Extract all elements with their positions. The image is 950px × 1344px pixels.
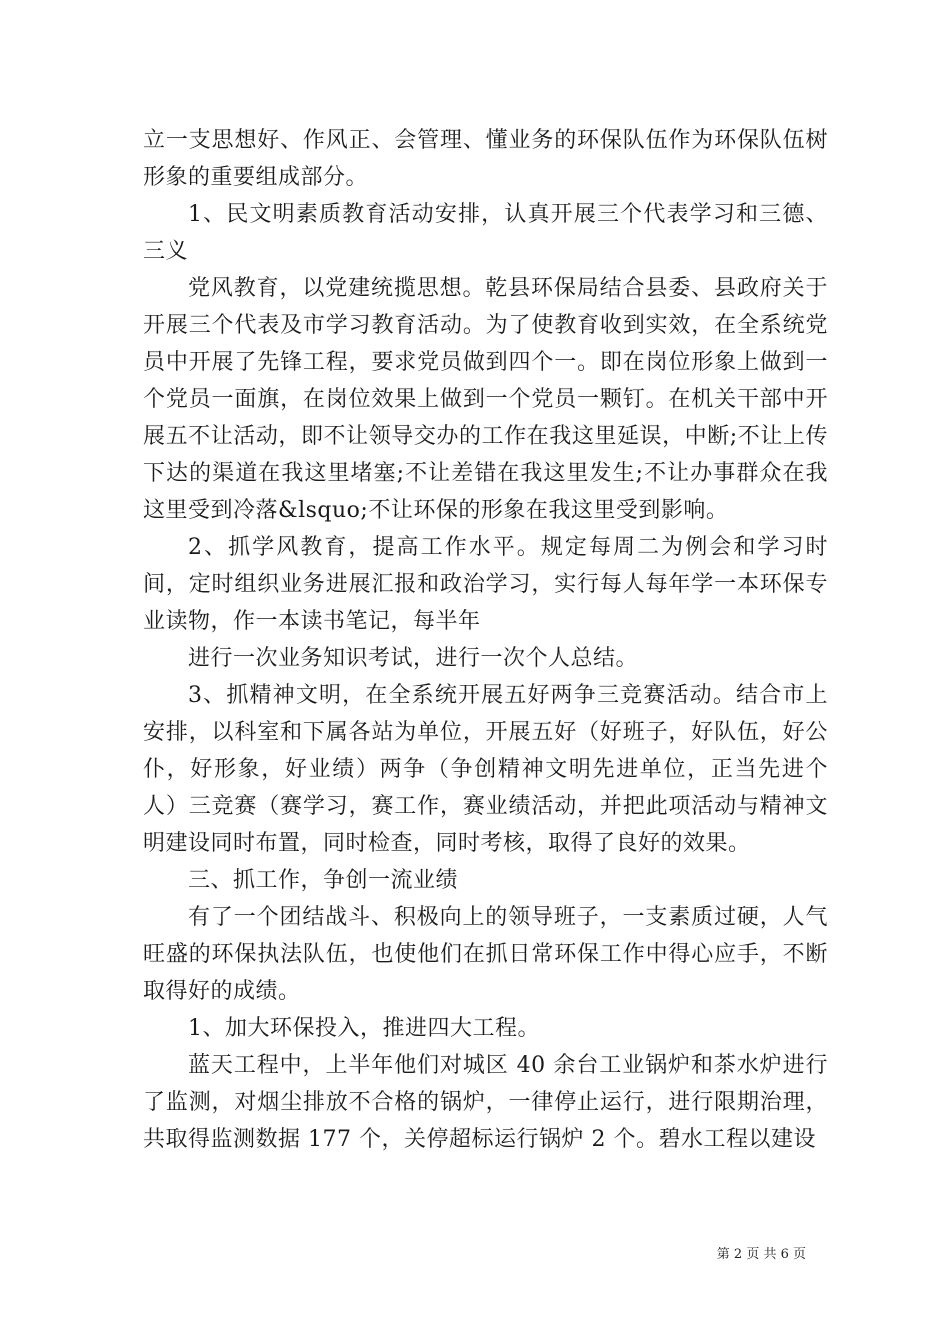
- paragraph: 立一支思想好、作风正、会管理、懂业务的环保队伍作为环保队伍树形象的重要组成部分。: [143, 128, 828, 190]
- paragraph: 进行一次业务知识考试，进行一次个人总结。: [188, 646, 639, 671]
- paragraph: 蓝天工程中，上半年他们对城区 40 余台工业锅炉和茶水炉进行了监测，对烟尘排放不合格的锅炉，一律停止运行，进行限期治理，共取得监测数据 177 个，关停超标运行锅炉 2 个。碧水工程以建设: [143, 1053, 828, 1152]
- paragraph: 1、加大环保投入，推进四大工程。: [188, 1016, 540, 1041]
- paragraph: 1、民文明素质教育活动安排，认真开展三个代表学习和三德、三义: [143, 202, 828, 264]
- paragraph: 3、抓精神文明，在全系统开展五好两争三竞赛活动。结合市上安排，以科室和下属各站为单位，开展五好（好班子，好队伍，好公仆，好形象，好业绩）两争（争创精神文明先进单位，正当先进个人）三竞赛（赛学习，赛工作，赛业绩活动，并把此项活动与精神文明建设同时布置，同时检查，同时考核，取得了良好的效果。: [143, 683, 828, 856]
- document-body: [143, 122, 828, 1158]
- paragraph: 党风教育，以党建统揽思想。乾县环保局结合县委、县政府关于开展三个代表及市学习教育活动。为了使教育收到实效，在全系统党员中开展了先锋工程，要求党员做到四个一。即在岗位形象上做到一个党员一面旗，在岗位效果上做到一个党员一颗钉。在机关干部中开展五不让活动，即不让领导交办的工作在我这里延误，中断;不让上传下达的渠道在我这里堵塞;不让差错在我这里发生;不让办事群众在我这里受到冷落&lsquo;不让环保的形象在我这里受到影响。: [143, 276, 828, 523]
- section-heading: 三、抓工作，争创一流业绩: [188, 868, 459, 893]
- paragraph: 2、抓学风教育，提高工作水平。规定每周二为例会和学习时间，定时组织业务进展汇报和政治学习，实行每人每年学一本环保专业读物，作一本读书笔记，每半年: [143, 535, 828, 634]
- page-number: 第 2 页 共 6 页: [716, 1247, 806, 1262]
- paragraph: 有了一个团结战斗、积极向上的领导班子，一支素质过硬，人气旺盛的环保执法队伍，也使他们在抓日常环保工作中得心应手，不断取得好的成绩。: [143, 905, 828, 1004]
